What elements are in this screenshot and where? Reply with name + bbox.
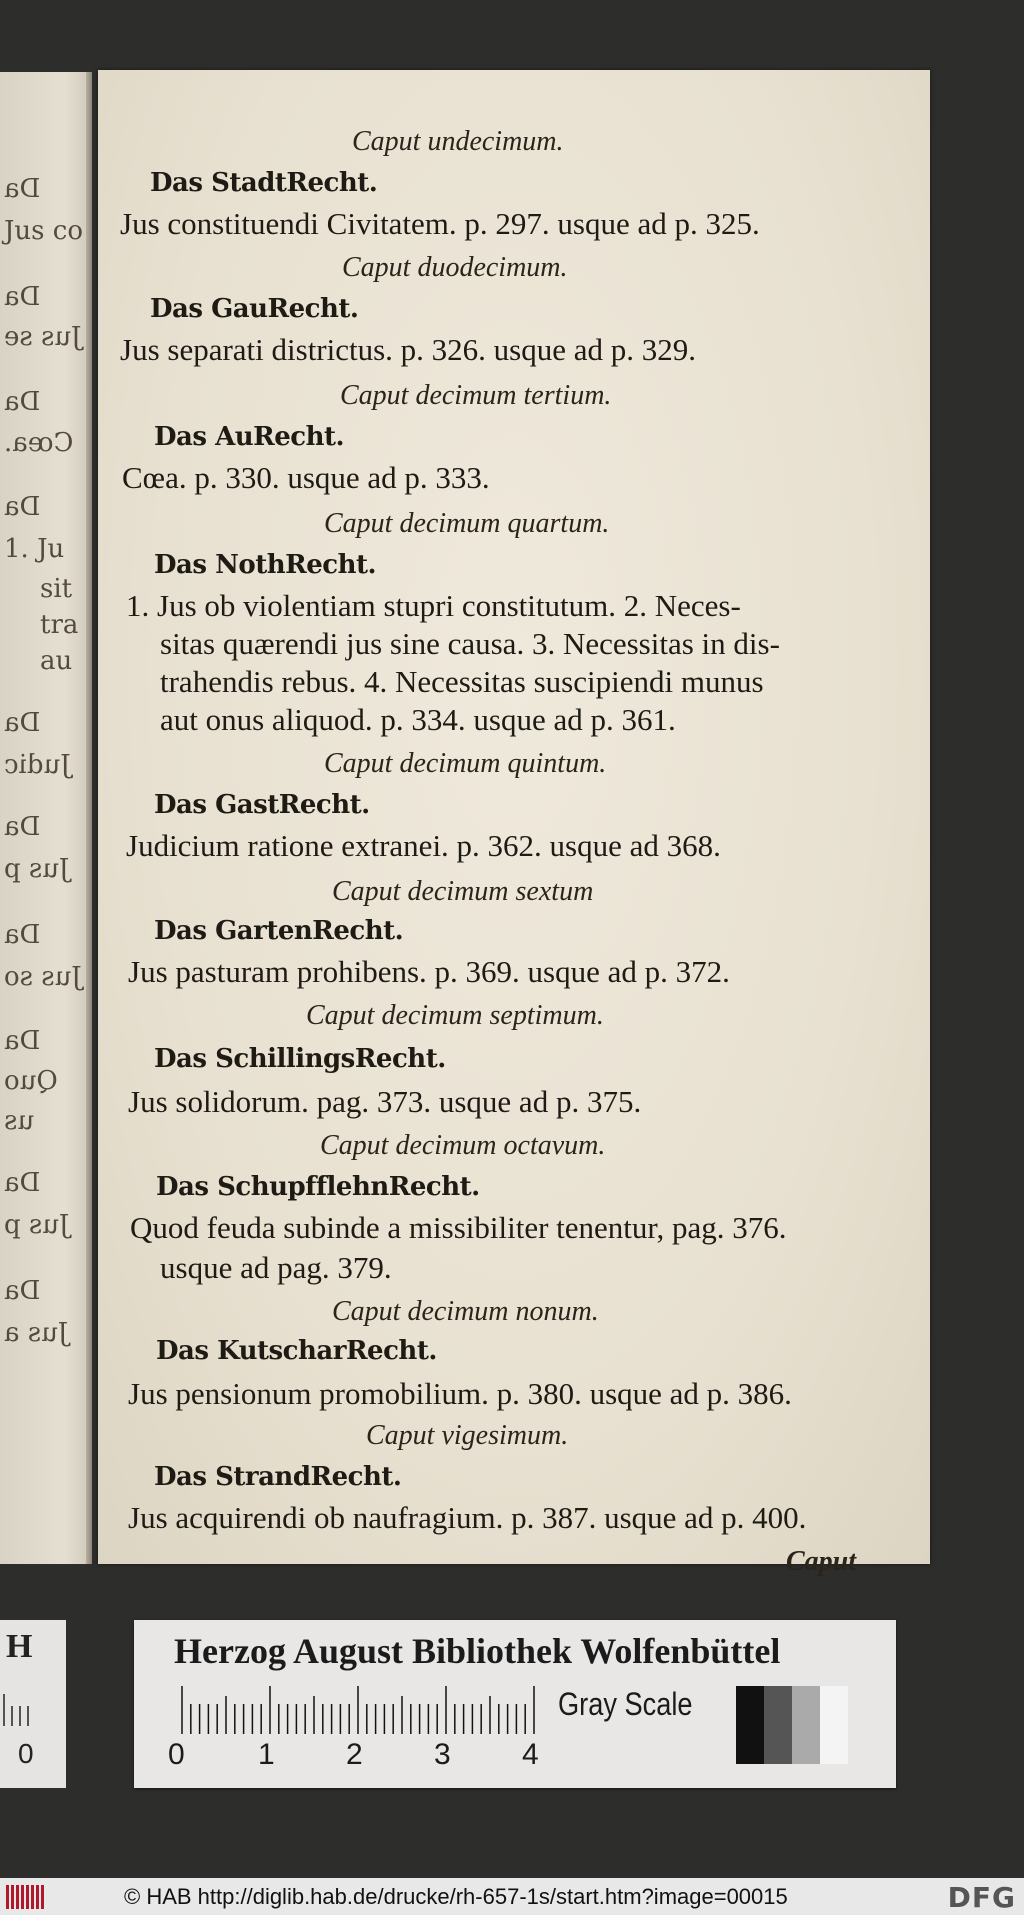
left-card-number: 0: [18, 1738, 34, 1769]
ruler-number: 0: [168, 1738, 185, 1771]
entry-line: Quod feuda subinde a missibiliter tenentur, pag. 376.: [130, 1210, 787, 1245]
gray-swatch: [736, 1686, 764, 1764]
caput-heading: Caput decimum septimum.: [306, 1000, 604, 1031]
caput-heading: Caput undecimum.: [352, 126, 564, 157]
left-fragment: Quo: [4, 1066, 58, 1096]
left-ruler-ticks: [0, 1686, 60, 1734]
entry-line: aut onus aliquod. p. 334. usque ad p. 361.: [160, 702, 676, 737]
recht-heading: Das GauRecht.: [150, 294, 359, 324]
footer-copyright-link[interactable]: © HAB http://diglib.hab.de/drucke/rh-657-1s/start.htm?image=00015: [124, 1884, 788, 1909]
left-fragment: Da: [4, 812, 41, 842]
left-card-letter: H: [6, 1628, 33, 1665]
book-page: [98, 70, 930, 1577]
caput-heading: Caput vigesimum.: [366, 1420, 569, 1451]
footer-bar: [0, 1878, 1024, 1915]
entry-line: Jus separati districtus. p. 326. usque ad p. 329.: [120, 332, 697, 367]
left-fragment: Da: [4, 282, 41, 312]
left-fragment: Jus co: [4, 216, 83, 246]
recht-heading: Das StadtRecht.: [150, 168, 378, 198]
caput-heading: Caput decimum octavum.: [320, 1130, 606, 1161]
entry-line: trahendis rebus. 4. Necessitas suscipiendi munus: [160, 664, 764, 699]
caput-heading: Caput decimum nonum.: [332, 1296, 599, 1327]
entry-line: Judicium ratione extranei. p. 362. usque ad 368.: [126, 828, 721, 863]
recht-heading: Das GartenRecht.: [154, 916, 404, 946]
gray-swatches: [736, 1686, 848, 1764]
left-fragment: Da: [4, 708, 41, 738]
color-reference-card: [134, 1620, 896, 1788]
ruler-number: 4: [522, 1738, 539, 1771]
left-fragment: Da: [4, 1276, 41, 1306]
left-fragment: Da: [4, 1168, 41, 1198]
entry-line: usque ad pag. 379.: [160, 1250, 392, 1285]
recht-heading: Das StrandRecht.: [154, 1462, 402, 1492]
entry-line: Jus pasturam prohibens. p. 369. usque ad p. 372.: [128, 954, 730, 989]
gray-swatch: [820, 1686, 848, 1764]
gray-swatch: [792, 1686, 820, 1764]
left-fragment: Da: [4, 387, 41, 417]
left-fragment: Da: [4, 920, 41, 950]
entry-line: 1. Jus ob violentiam stupri constitutum. 2. Neces-: [126, 588, 741, 623]
caput-heading: Caput decimum tertium.: [340, 380, 612, 411]
page-gutter: [86, 72, 92, 1564]
caput-heading: Caput decimum quartum.: [324, 508, 610, 539]
entry-line: Cœa. p. 330. usque ad p. 333.: [122, 460, 490, 495]
left-fragment: Da: [4, 174, 41, 204]
recht-heading: Das SchillingsRecht.: [154, 1044, 446, 1074]
left-fragment: Da: [4, 492, 41, 522]
left-fragment: Jus p: [4, 854, 70, 884]
recht-heading: Das AuRecht.: [154, 422, 345, 452]
ruler-number: 1: [258, 1738, 275, 1771]
left-fragment: Jus a: [4, 1318, 69, 1348]
entry-line: Jus solidorum. pag. 373. usque ad p. 375.: [128, 1084, 642, 1119]
caput-heading: Caput duodecimum.: [342, 252, 568, 283]
previous-page-edge: [0, 72, 92, 1564]
gray-scale-label: Gray Scale: [558, 1686, 693, 1722]
entry-line: sitas quærendi jus sine causa. 3. Necessitas in dis-: [160, 626, 780, 661]
ruler-scale: [176, 1682, 536, 1736]
left-color-card-fragment: [0, 1620, 66, 1788]
left-fragment: Jus p: [4, 1210, 70, 1240]
gray-swatch: [764, 1686, 792, 1764]
left-fragment: Jus so: [4, 962, 82, 992]
left-fragment: us: [4, 1106, 35, 1136]
entry-line: Jus constituendi Civitatem. p. 297. usque ad p. 325.: [120, 206, 760, 241]
caput-heading: Caput decimum sextum: [332, 876, 594, 907]
card-title: Herzog August Bibliothek Wolfenbüttel: [174, 1631, 781, 1671]
left-fragment: tra: [40, 610, 79, 640]
entry-line: Jus pensionum promobilium. p. 380. usque ad p. 386.: [128, 1376, 792, 1411]
recht-heading: Das SchupfflehnRecht.: [156, 1172, 480, 1202]
recht-heading: Das NothRecht.: [154, 550, 377, 580]
dfg-logo: DFG: [947, 1881, 1016, 1914]
left-fragment: Jus se: [4, 322, 82, 352]
left-fragment: Judic: [4, 750, 71, 780]
entry-line: Jus acquirendi ob naufragium. p. 387. usque ad p. 400.: [128, 1500, 807, 1535]
caput-heading: Caput decimum quintum.: [324, 748, 607, 779]
left-fragment: sit: [40, 574, 73, 604]
left-fragment: 1. Ju: [4, 534, 65, 564]
recht-heading: Das GastRecht.: [154, 790, 370, 820]
ruler-number: 2: [346, 1738, 363, 1771]
recht-heading: Das KutscharRecht.: [156, 1336, 437, 1366]
left-fragment: Da: [4, 1026, 41, 1056]
catchword: Caput: [786, 1546, 857, 1577]
left-fragment: Cœa.: [4, 428, 74, 458]
ruler-number: 3: [434, 1738, 451, 1771]
left-fragment: au: [40, 646, 73, 676]
hab-barcode-logo-icon: [6, 1885, 46, 1909]
